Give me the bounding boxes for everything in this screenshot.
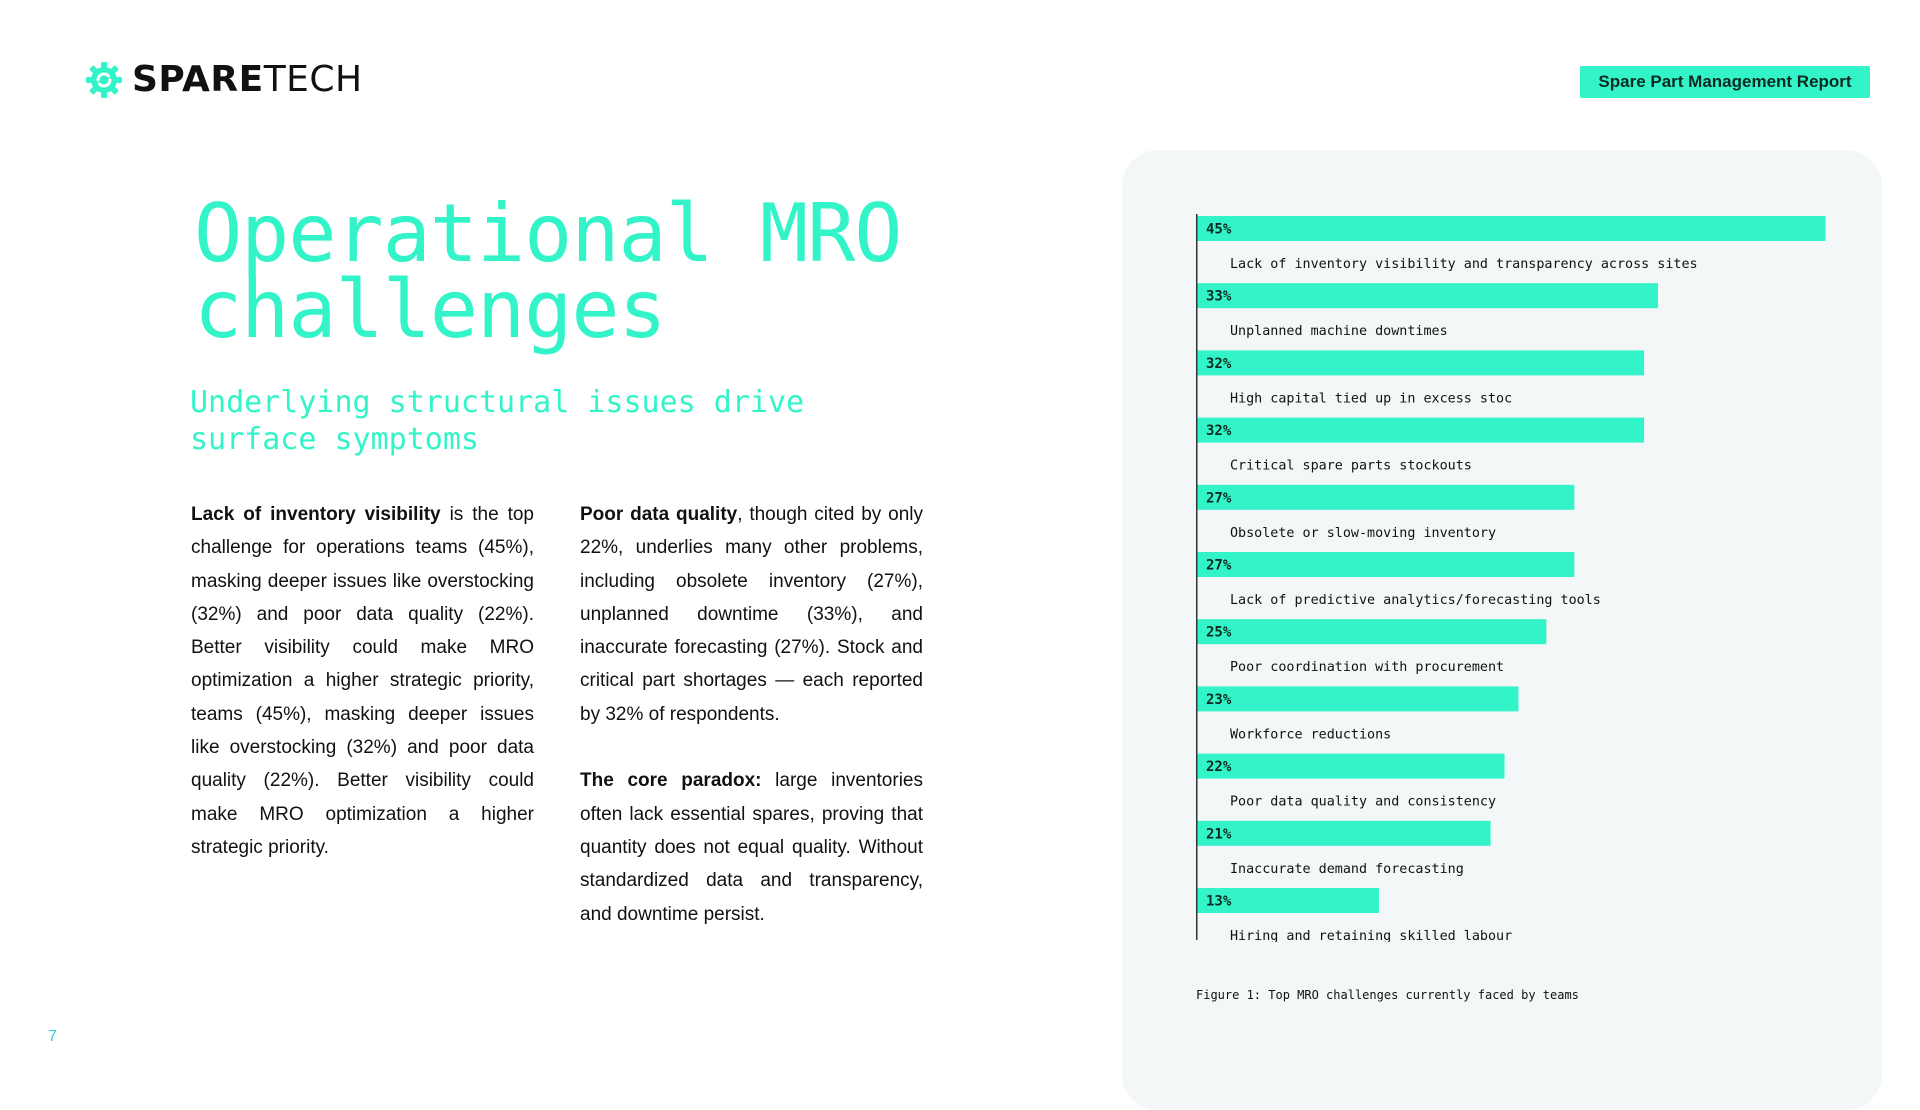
paragraph-lead: Lack of inventory visibility [191, 504, 441, 525]
chart-bar [1198, 686, 1519, 711]
paragraph-data-quality [580, 498, 923, 731]
chart-caption: Figure 1: Top MRO challenges currently faced by teams [1196, 988, 1579, 1002]
paragraph-core-paradox [580, 764, 923, 930]
chart-bar-value-label: 32% [1206, 355, 1232, 372]
chart-bar-value-label: 22% [1206, 759, 1232, 776]
chart-bar-value-label: 25% [1206, 624, 1232, 641]
paragraph-text: , though cited by only 22%, underlies many other problems, including obsolete inventory (27%), unplanned downtime (33%), and inaccurate forecasting (27%). Stock and critical part shortages — each reported by 32% of respondents. [580, 504, 923, 725]
chart-bar-value-label: 45% [1206, 221, 1232, 238]
paragraph-lead: The core paradox: [580, 770, 762, 792]
page-subtitle-line1: Underlying structural issues drive [190, 385, 805, 420]
chart-category-label: Lack of inventory visibility and transparency across sites [1230, 257, 1698, 272]
paragraph-lead: Poor data quality [580, 504, 738, 525]
chart-category-label: Unplanned machine downtimes [1230, 324, 1448, 340]
paragraph-visibility [191, 498, 534, 864]
chart-bar [1198, 418, 1645, 443]
chart-bar [1198, 754, 1505, 779]
page-subtitle-line2: surface symptoms [190, 422, 479, 457]
chart-bar [1198, 821, 1491, 846]
chart-bar [1198, 283, 1659, 308]
report-title-badge: Spare Part Management Report [1580, 66, 1870, 98]
chart-category-label: High capital tied up in excess stoc [1230, 391, 1513, 407]
page-number: 7 [48, 1028, 57, 1045]
chart-bar-value-label: 27% [1206, 490, 1232, 507]
gear-icon [84, 60, 124, 100]
paragraph-text: is the top challenge for operations teams (45%), masking deeper issues like overstocking (32%) and poor data quality (22%). Better visibility could make MRO optimization a higher strategic priority, teams (45%), masking deeper issues like overstocking (32%) and poor data quality (22%). Better visibility could make MRO optimization a higher strategic priority. [191, 504, 534, 858]
chart-bar [1198, 619, 1547, 644]
page-title-line1: Operational MRO [194, 187, 902, 280]
chart-category-label: Hiring and retaining skilled labour [1230, 929, 1513, 942]
chart-bar [1198, 552, 1575, 577]
body-column-left [191, 498, 534, 898]
chart-bar-value-label: 33% [1206, 288, 1232, 305]
brand-wordmark: SPARETECH [132, 59, 363, 100]
bar-chart [1196, 212, 1836, 942]
chart-bar-value-label: 23% [1206, 691, 1232, 708]
chart-bar-value-label: 27% [1206, 557, 1232, 574]
chart-category-label: Lack of predictive analytics/forecasting tools [1230, 593, 1601, 608]
chart-bar [1198, 350, 1645, 375]
chart-category-label: Poor coordination with procurement [1230, 660, 1505, 676]
chart-bar-value-label: 32% [1206, 423, 1232, 440]
chart-category-label: Workforce reductions [1230, 727, 1392, 743]
paragraph-text: large inventories often lack essential spares, proving that quantity does not equal quality. Without standardized data and transparency, and downtime persist. [580, 770, 923, 925]
bar-chart-svg [1196, 212, 1836, 942]
body-column-right [580, 498, 923, 964]
chart-bar-value-label: 13% [1206, 893, 1232, 910]
page-subtitle [190, 384, 804, 458]
chart-category-label: Poor data quality and consistency [1230, 794, 1497, 810]
brand-logo [84, 60, 363, 100]
chart-category-label: Obsolete or slow-moving inventory [1230, 525, 1497, 541]
chart-category-label: Critical spare parts stockouts [1230, 458, 1472, 474]
page-title [194, 187, 902, 356]
chart-category-label: Inaccurate demand forecasting [1230, 861, 1464, 877]
chart-bar [1198, 216, 1826, 241]
page-title-line2: challenges [194, 263, 666, 356]
chart-bar-value-label: 21% [1206, 826, 1232, 843]
chart-bar [1198, 485, 1575, 510]
